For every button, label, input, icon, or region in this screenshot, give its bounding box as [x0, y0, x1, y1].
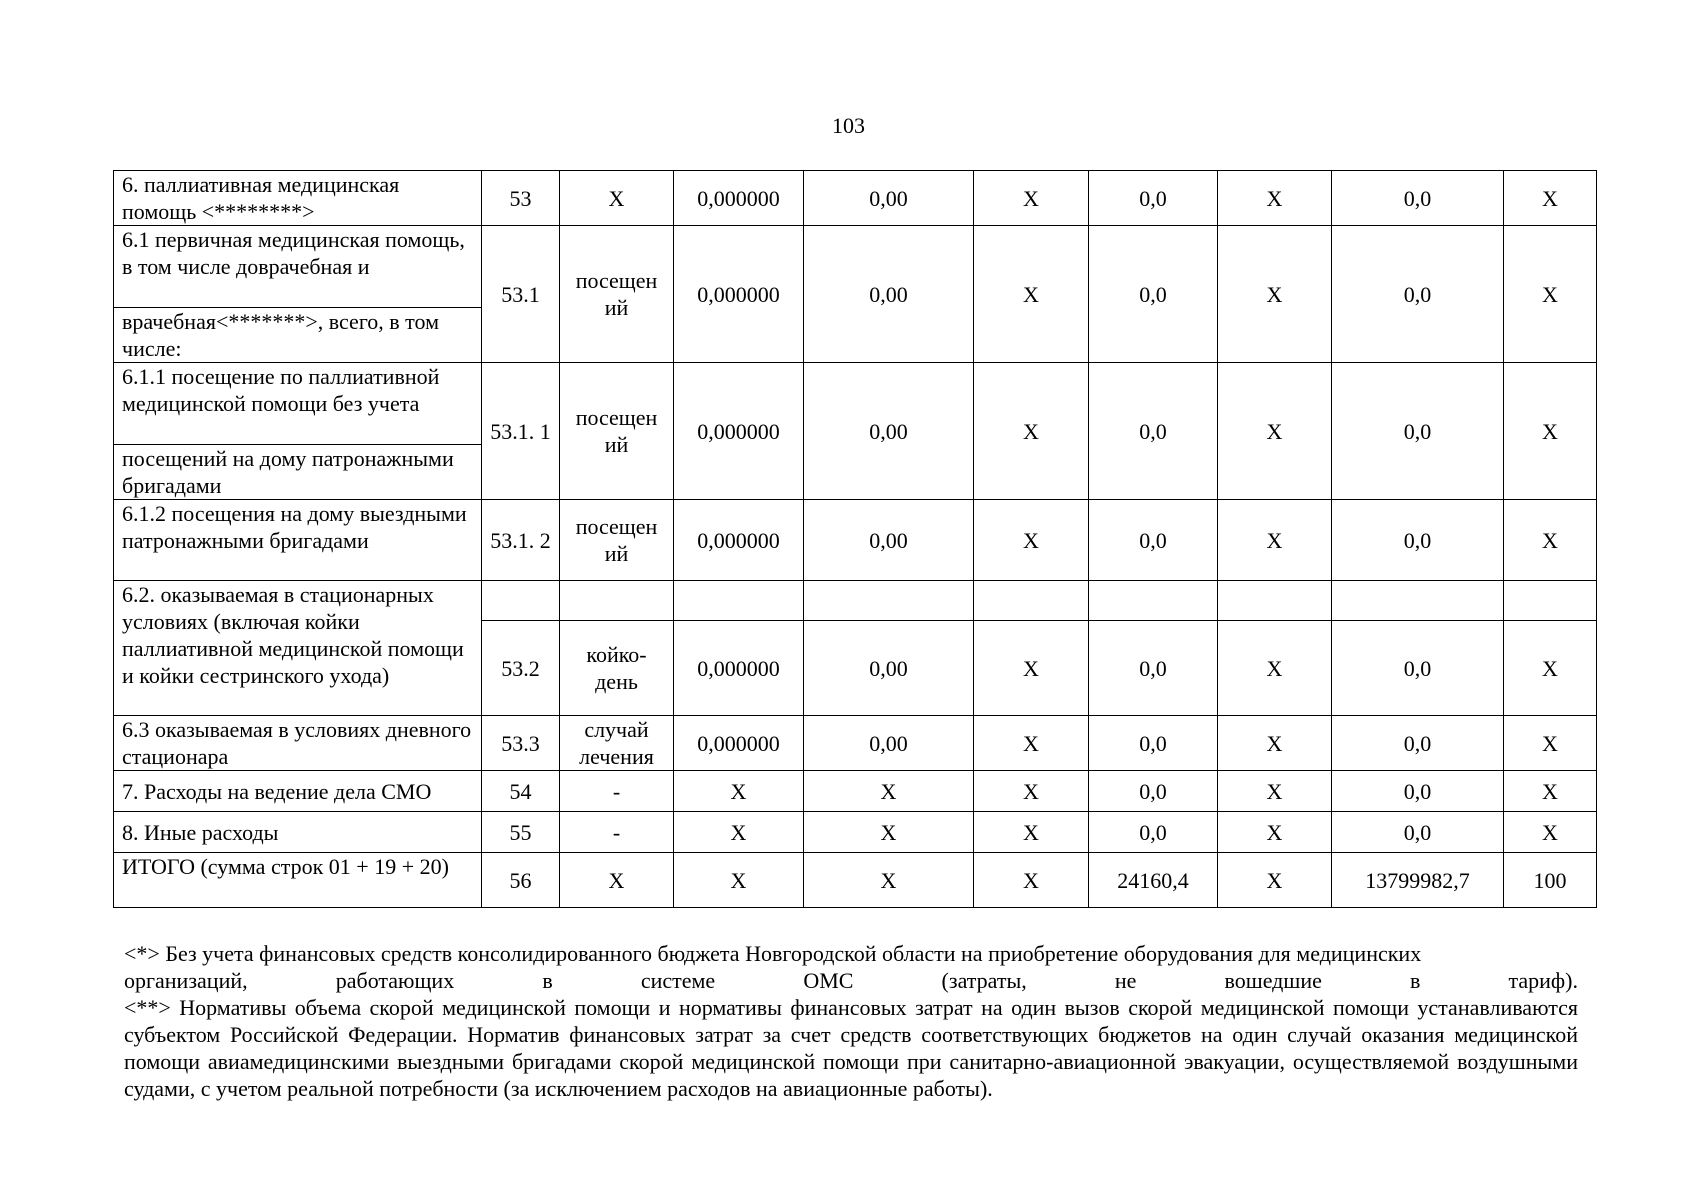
- cell: 0,0: [1332, 812, 1504, 853]
- cell: 0,0: [1089, 500, 1218, 581]
- cell: Х: [1504, 226, 1597, 363]
- row-name: 6.1.1 посещение по паллиативной медицинской помощи без учета: [114, 363, 482, 445]
- empty-cell: [674, 581, 804, 621]
- cell: Х: [804, 771, 974, 812]
- empty-cell: [974, 581, 1089, 621]
- cell: 0,000000: [674, 226, 804, 363]
- cell: 0,0: [1332, 500, 1504, 581]
- table-row: [114, 771, 1597, 812]
- row-unit: посещен ий: [560, 363, 674, 500]
- cell: Х: [1218, 812, 1332, 853]
- cell: Х: [1504, 171, 1597, 226]
- empty-cell: [804, 581, 974, 621]
- cell: 0,000000: [674, 500, 804, 581]
- cell: 0,00: [804, 171, 974, 226]
- row-name: 8. Иные расходы: [114, 812, 482, 853]
- row-code: 53: [482, 171, 560, 226]
- table-row: [114, 716, 1597, 771]
- cell: Х: [674, 771, 804, 812]
- cell: Х: [1218, 853, 1332, 908]
- page-number: 103: [832, 113, 865, 138]
- cell: Х: [1218, 171, 1332, 226]
- cell: 0,0: [1089, 226, 1218, 363]
- cell: Х: [974, 621, 1089, 716]
- cell: Х: [1504, 716, 1597, 771]
- cell: 0,0: [1089, 716, 1218, 771]
- row-name: 7. Расходы на ведение дела СМО: [114, 771, 482, 812]
- row-unit: Х: [560, 171, 674, 226]
- table-row: [114, 226, 1597, 308]
- cell: 0,000000: [674, 716, 804, 771]
- cell: Х: [974, 853, 1089, 908]
- cell: 0,0: [1089, 812, 1218, 853]
- footnotes: [124, 940, 1578, 1102]
- row-code: 54: [482, 771, 560, 812]
- cell: 0,0: [1089, 363, 1218, 500]
- cell: Х: [1218, 621, 1332, 716]
- cell: Х: [974, 171, 1089, 226]
- table-row: [114, 812, 1597, 853]
- cell: Х: [1218, 716, 1332, 771]
- cell: 13799982,7: [1332, 853, 1504, 908]
- cell: 0,00: [804, 363, 974, 500]
- cell: 0,0: [1332, 716, 1504, 771]
- cell: Х: [1504, 500, 1597, 581]
- cell: Х: [804, 853, 974, 908]
- row-unit: посещен ий: [560, 226, 674, 363]
- cell: 0,000000: [674, 171, 804, 226]
- row-code: 55: [482, 812, 560, 853]
- cell: 0,000000: [674, 363, 804, 500]
- cell: Х: [674, 812, 804, 853]
- cell: Х: [674, 853, 804, 908]
- cell: Х: [1504, 771, 1597, 812]
- cell: Х: [974, 812, 1089, 853]
- cell: 0,0: [1089, 171, 1218, 226]
- footnote-2: <**> Нормативы объема скорой медицинской помощи и нормативы финансовых затрат на один вызов скорой медицинской помощи устанавливаются субъектом Российской Федерации. Норматив финансовых затрат за счет средств соответствующих бюджетов на один случай оказания медицинской помощи авиамедицинскими выездными бригадами скорой медицинской помощи при санитарно-авиационной эвакуации, осуществляемой воздушными судами, с учетом реальной потребности (за исключением расходов на авиационные работы).: [124, 995, 1578, 1101]
- row-name: 6.1.2 посещения на дому выездными патронажными бригадами: [114, 500, 482, 581]
- table-row: [114, 581, 1597, 621]
- table-row: [114, 171, 1597, 226]
- row-unit: койко- день: [560, 621, 674, 716]
- table-row: [114, 500, 1597, 581]
- row-name: 6.3 оказываемая в условиях дневного стационара: [114, 716, 482, 771]
- row-name: ИТОГО (сумма строк 01 + 19 + 20): [114, 853, 482, 908]
- row-code: 53.1. 2: [482, 500, 560, 581]
- row-code: 53.1. 1: [482, 363, 560, 500]
- cell: Х: [974, 771, 1089, 812]
- empty-cell: [560, 581, 674, 621]
- row-name-continued: врачебная<*******>, всего, в том числе:: [114, 308, 482, 363]
- cell: Х: [1504, 812, 1597, 853]
- row-unit: -: [560, 812, 674, 853]
- empty-cell: [1332, 581, 1504, 621]
- cell: 0,0: [1332, 621, 1504, 716]
- cell: Х: [1218, 500, 1332, 581]
- cell: Х: [1218, 771, 1332, 812]
- empty-cell: [1218, 581, 1332, 621]
- cell: Х: [1504, 621, 1597, 716]
- cell: 100: [1504, 853, 1597, 908]
- table-row: [114, 853, 1597, 908]
- cell: 0,0: [1332, 226, 1504, 363]
- cell: Х: [974, 226, 1089, 363]
- cell: Х: [1504, 363, 1597, 500]
- cell: Х: [804, 812, 974, 853]
- cell: Х: [974, 500, 1089, 581]
- row-name: 6.1 первичная медицинская помощь, в том числе доврачебная и: [114, 226, 482, 308]
- cell: 0,00: [804, 716, 974, 771]
- row-unit: посещен ий: [560, 500, 674, 581]
- row-code: 53.3: [482, 716, 560, 771]
- cell: 0,0: [1089, 621, 1218, 716]
- footnote-1-continued: организаций, работающих в системе ОМС (затраты, не вошедшие в тариф).: [124, 968, 1578, 993]
- row-unit: случай лечения: [560, 716, 674, 771]
- cell: 0,00: [804, 226, 974, 363]
- empty-cell: [1089, 581, 1218, 621]
- empty-cell: [1504, 581, 1597, 621]
- cell: Х: [974, 363, 1089, 500]
- row-name: 6.2. оказываемая в стационарных условиях (включая койки паллиативной медицинской помощи и койки сестринского ухода): [114, 581, 482, 716]
- cell: Х: [1218, 226, 1332, 363]
- data-table: [113, 170, 1597, 908]
- cell: 0,00: [804, 500, 974, 581]
- row-name: 6. паллиативная медицинская помощь <********>: [114, 171, 482, 226]
- row-code: 56: [482, 853, 560, 908]
- empty-cell: [482, 581, 560, 621]
- footnote-1: <*> Без учета финансовых средств консолидированного бюджета Новгородской области на приобретение оборудования для медицинских: [124, 941, 1422, 966]
- cell: 0,000000: [674, 621, 804, 716]
- table-row: [114, 363, 1597, 445]
- row-name-continued: посещений на дому патронажными бригадами: [114, 445, 482, 500]
- cell: 0,0: [1332, 363, 1504, 500]
- cell: 0,0: [1332, 771, 1504, 812]
- cell: Х: [974, 716, 1089, 771]
- row-unit: -: [560, 771, 674, 812]
- cell: 0,0: [1089, 771, 1218, 812]
- row-code: 53.2: [482, 621, 560, 716]
- row-code: 53.1: [482, 226, 560, 363]
- cell: Х: [1218, 363, 1332, 500]
- cell: 0,0: [1332, 171, 1504, 226]
- cell: 0,00: [804, 621, 974, 716]
- cell: 24160,4: [1089, 853, 1218, 908]
- row-unit: Х: [560, 853, 674, 908]
